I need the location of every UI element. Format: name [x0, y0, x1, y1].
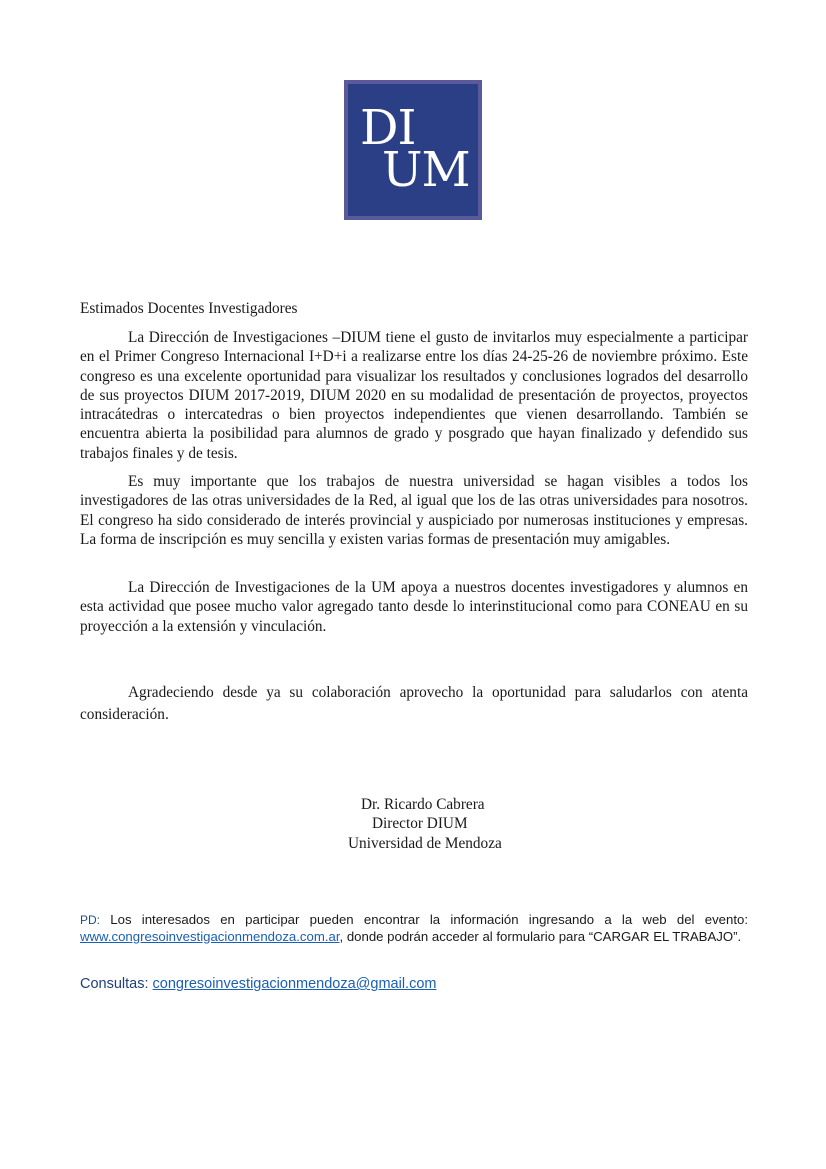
- logo-text-line1: DI: [360, 100, 416, 156]
- signatory-role: Director DIUM: [372, 815, 468, 833]
- contact-line: [80, 975, 436, 993]
- signatory-institution: Universidad de Mendoza: [348, 834, 502, 852]
- postscript-label: PD:: [80, 913, 101, 927]
- contact-label: Consultas:: [80, 976, 153, 992]
- dium-logo-inner: [348, 84, 478, 216]
- postscript-text-before: Los interesados en participar pueden encontrar la información ingresando a la web del evento:: [100, 912, 748, 927]
- dium-logo: [344, 80, 482, 220]
- paragraph-2: Es muy importante que los trabajos de nuestra universidad se hagan visibles a todos los investigadores de las otras universidades de la Red, al igual que los de las otras universidades para nosotros. El congreso ha sido considerado de interés provincial y auspiciado por numerosas instituciones y empresas. La forma de inscripción es muy sencilla y existen varias formas de presentación muy amigables.: [80, 473, 748, 548]
- paragraph-3: La Dirección de Investigaciones de la UM apoya a nuestros docentes investigadores y alumnos en esta actividad que posee mucho valor agregado tanto desde lo interinstitucional como para CONEAU en su proyección a la extensión y vinculación.: [80, 579, 748, 635]
- closing-paragraph: Agradeciendo desde ya su colaboración aprovecho la oportunidad para saludarlos con atenta consideración.: [80, 684, 748, 723]
- postscript-text-after: , donde podrán acceder al formulario para “CARGAR EL TRABAJO”.: [339, 928, 742, 944]
- event-website-link[interactable]: www.congresoinvestigacionmendoza.com.ar: [80, 928, 340, 944]
- logo-text-line2: UM: [382, 142, 470, 198]
- paragraph-1: La Dirección de Investigaciones –DIUM tiene el gusto de invitarlos muy especialmente a participar en el Primer Congreso Internacional I+D+i a realizarse entre los días 24-25-26 de noviembre próximo. Este congreso es una excelente oportunidad para visualizar los resultados y conclusiones logrados del desarrollo de sus proyectos DIUM 2017-2019, DIUM 2020 en su modalidad de presentación de proyectos, proyectos intracátedras o intercatedras o bien proyectos independientes que vienen desarrollando. También se encuentra abierta la posibilidad para alumnos de grado y posgrado que hayan finalizado y defendido sus trabajos finales y de tesis.: [80, 329, 748, 462]
- signatory-name: Dr. Ricardo Cabrera: [361, 796, 485, 813]
- postscript: [80, 912, 748, 945]
- greeting: Estimados Docentes Investigadores: [80, 300, 298, 317]
- contact-email-link[interactable]: congresoinvestigacionmendoza@gmail.com: [152, 976, 437, 992]
